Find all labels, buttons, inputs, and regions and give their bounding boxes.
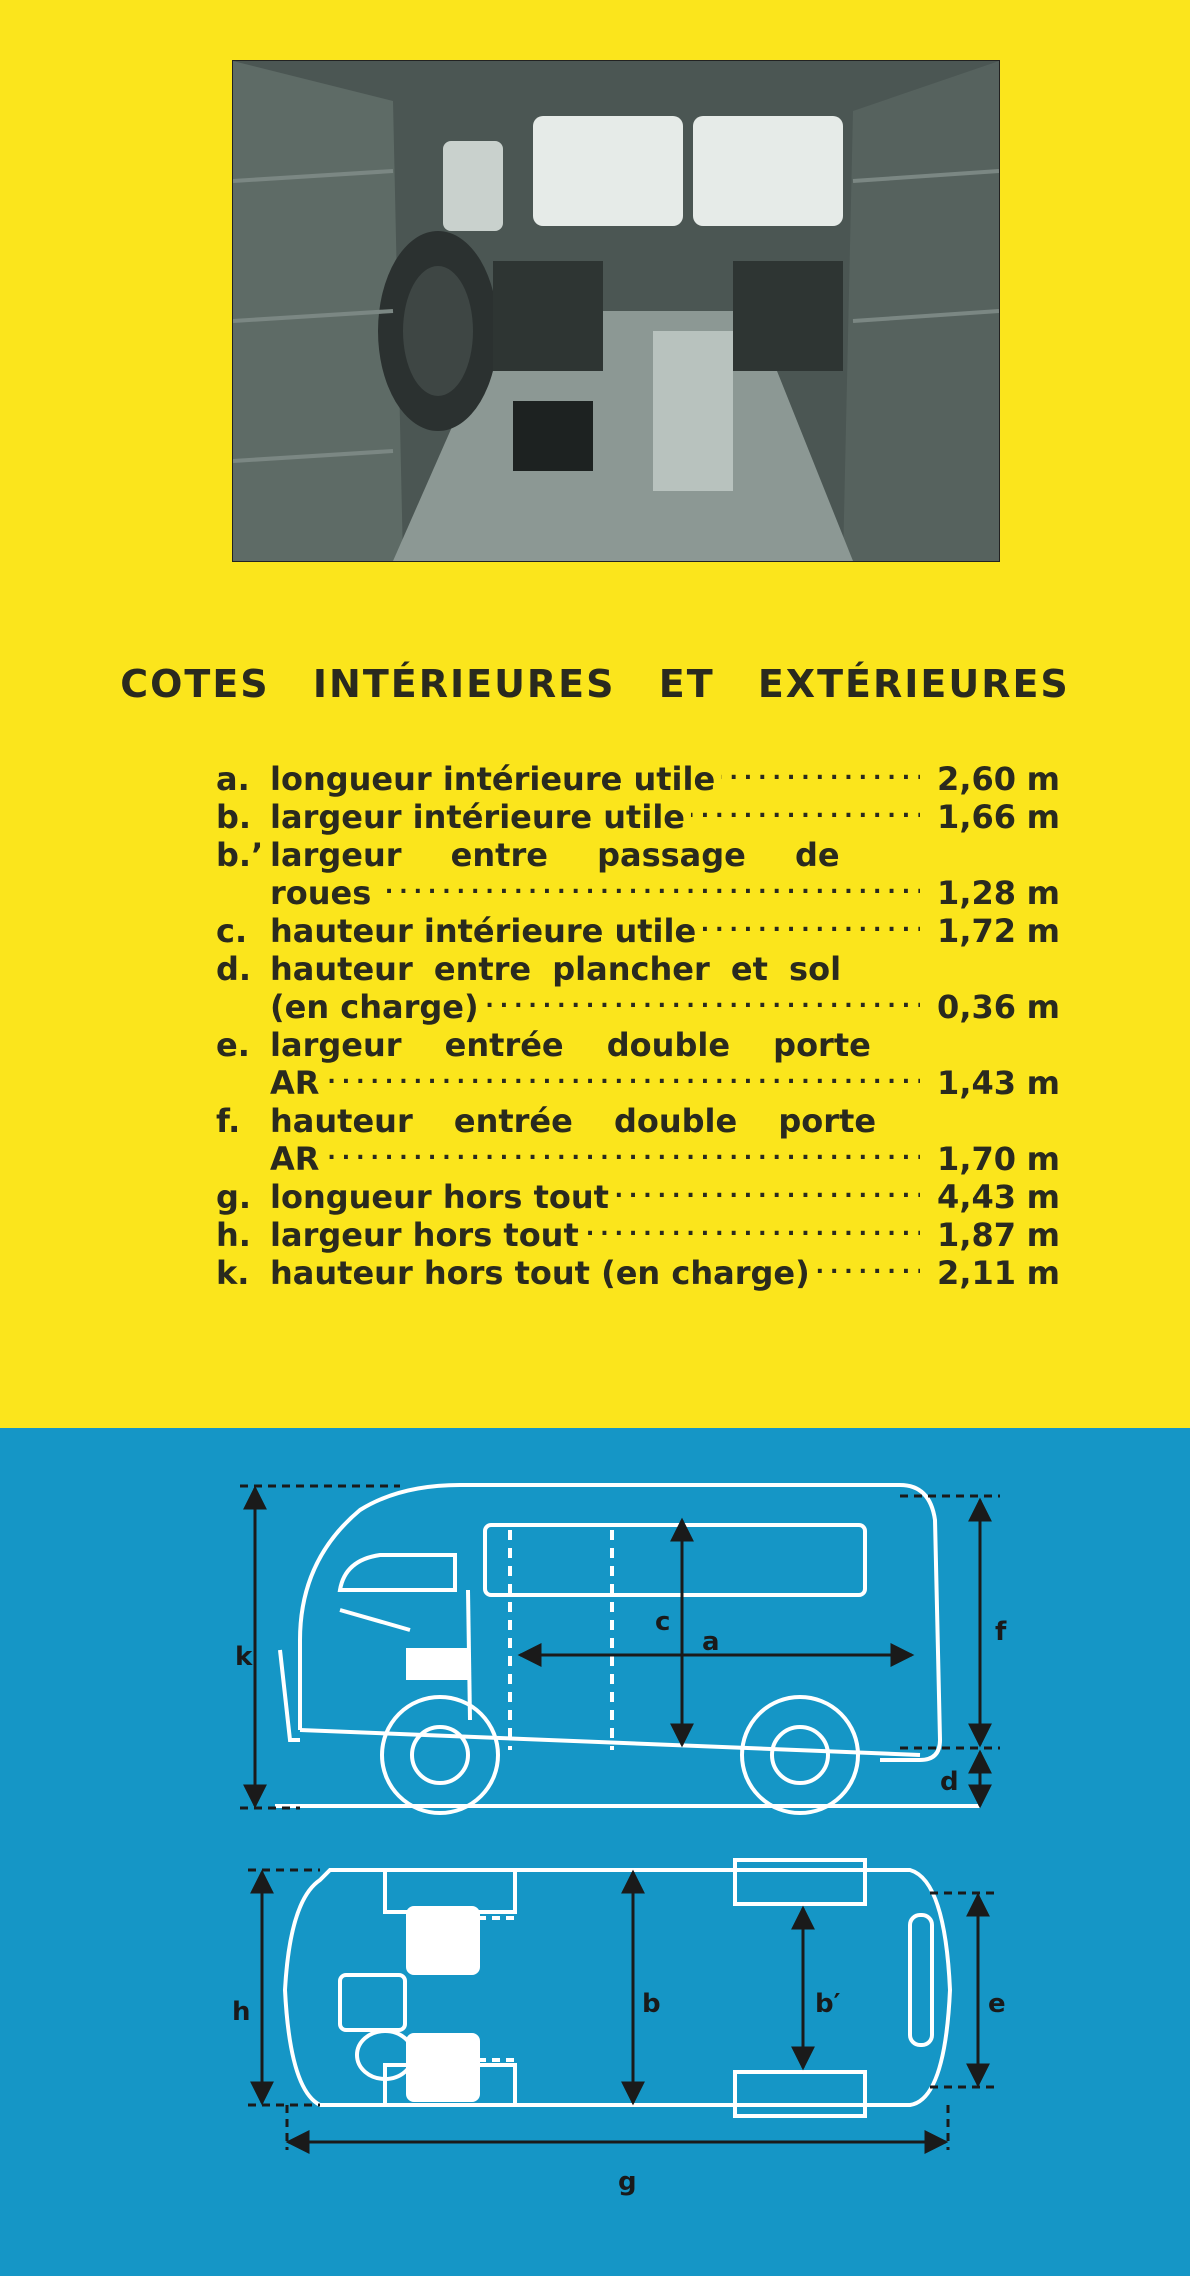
- diagram-label-g: g: [618, 2167, 637, 2197]
- spec-unit: m: [1026, 798, 1060, 836]
- spec-unit: m: [1026, 1140, 1060, 1178]
- spec-letter: b.’: [216, 836, 264, 874]
- spec-label-cont: roues: [270, 874, 377, 912]
- spec-value: 1,66: [937, 798, 1016, 836]
- spec-label-cont: AR: [270, 1140, 325, 1178]
- spec-letter: k.: [216, 1254, 250, 1292]
- spec-label: largeur entre passage de: [270, 836, 840, 874]
- spec-value: 2,11: [937, 1254, 1016, 1292]
- spec-label: largeur intérieure utile: [270, 798, 691, 836]
- spec-unit: m: [1026, 1064, 1060, 1102]
- spec-unit: m: [1026, 1216, 1060, 1254]
- spec-label: hauteur entrée double porte: [270, 1102, 877, 1140]
- spec-letter: d.: [216, 950, 252, 988]
- spec-unit: m: [1026, 1178, 1060, 1216]
- spec-label: longueur hors tout: [270, 1178, 615, 1216]
- diagram-label-f: f: [995, 1617, 1007, 1647]
- spec-label: longueur intérieure utile: [270, 760, 721, 798]
- spec-value: 1,87: [937, 1216, 1016, 1254]
- spec-label: largeur entrée double porte: [270, 1026, 871, 1064]
- side-view-diagram: [275, 1485, 980, 1813]
- spec-letter: g.: [216, 1178, 252, 1216]
- spec-label: hauteur entre plancher et sol: [270, 950, 842, 988]
- top-view-diagram: [285, 1860, 950, 2116]
- spec-unit: m: [1026, 988, 1060, 1026]
- diagram-label-k: k: [235, 1642, 253, 1672]
- spec-letter: a.: [216, 760, 250, 798]
- spec-label-cont: (en charge): [270, 988, 485, 1026]
- spec-value: 2,60: [937, 760, 1016, 798]
- spec-unit: m: [1026, 1254, 1060, 1292]
- diagram-label-b-prime: b′: [815, 1989, 841, 2019]
- top-dimension-lines: [248, 1870, 995, 2150]
- spec-letter: e.: [216, 1026, 250, 1064]
- spec-value: 1,70: [937, 1140, 1016, 1178]
- spec-label: hauteur hors tout (en charge): [270, 1254, 816, 1292]
- spec-value: 1,72: [937, 912, 1016, 950]
- spec-value: 4,43: [937, 1178, 1016, 1216]
- diagram-label-h: h: [232, 1997, 251, 2027]
- spec-letter: f.: [216, 1102, 241, 1140]
- diagram-label-b: b: [642, 1989, 661, 2019]
- page-title: COTES INTÉRIEURES ET EXTÉRIEURES: [120, 662, 1070, 706]
- spec-value: 0,36: [937, 988, 1016, 1026]
- spec-label: hauteur intérieure utile: [270, 912, 702, 950]
- diagram-label-e: e: [988, 1989, 1006, 2019]
- spec-value: 1,28: [937, 874, 1016, 912]
- spec-letter: h.: [216, 1216, 251, 1254]
- spec-letter: c.: [216, 912, 248, 950]
- spec-unit: m: [1026, 874, 1060, 912]
- diagram-label-d: d: [940, 1767, 959, 1797]
- spec-label: largeur hors tout: [270, 1216, 585, 1254]
- spec-unit: m: [1026, 760, 1060, 798]
- spec-unit: m: [1026, 912, 1060, 950]
- spec-value: 1,43: [937, 1064, 1016, 1102]
- spec-letter: b.: [216, 798, 252, 836]
- diagram-label-c: c: [655, 1607, 671, 1637]
- spec-label-cont: AR: [270, 1064, 325, 1102]
- diagram-label-a: a: [702, 1627, 720, 1657]
